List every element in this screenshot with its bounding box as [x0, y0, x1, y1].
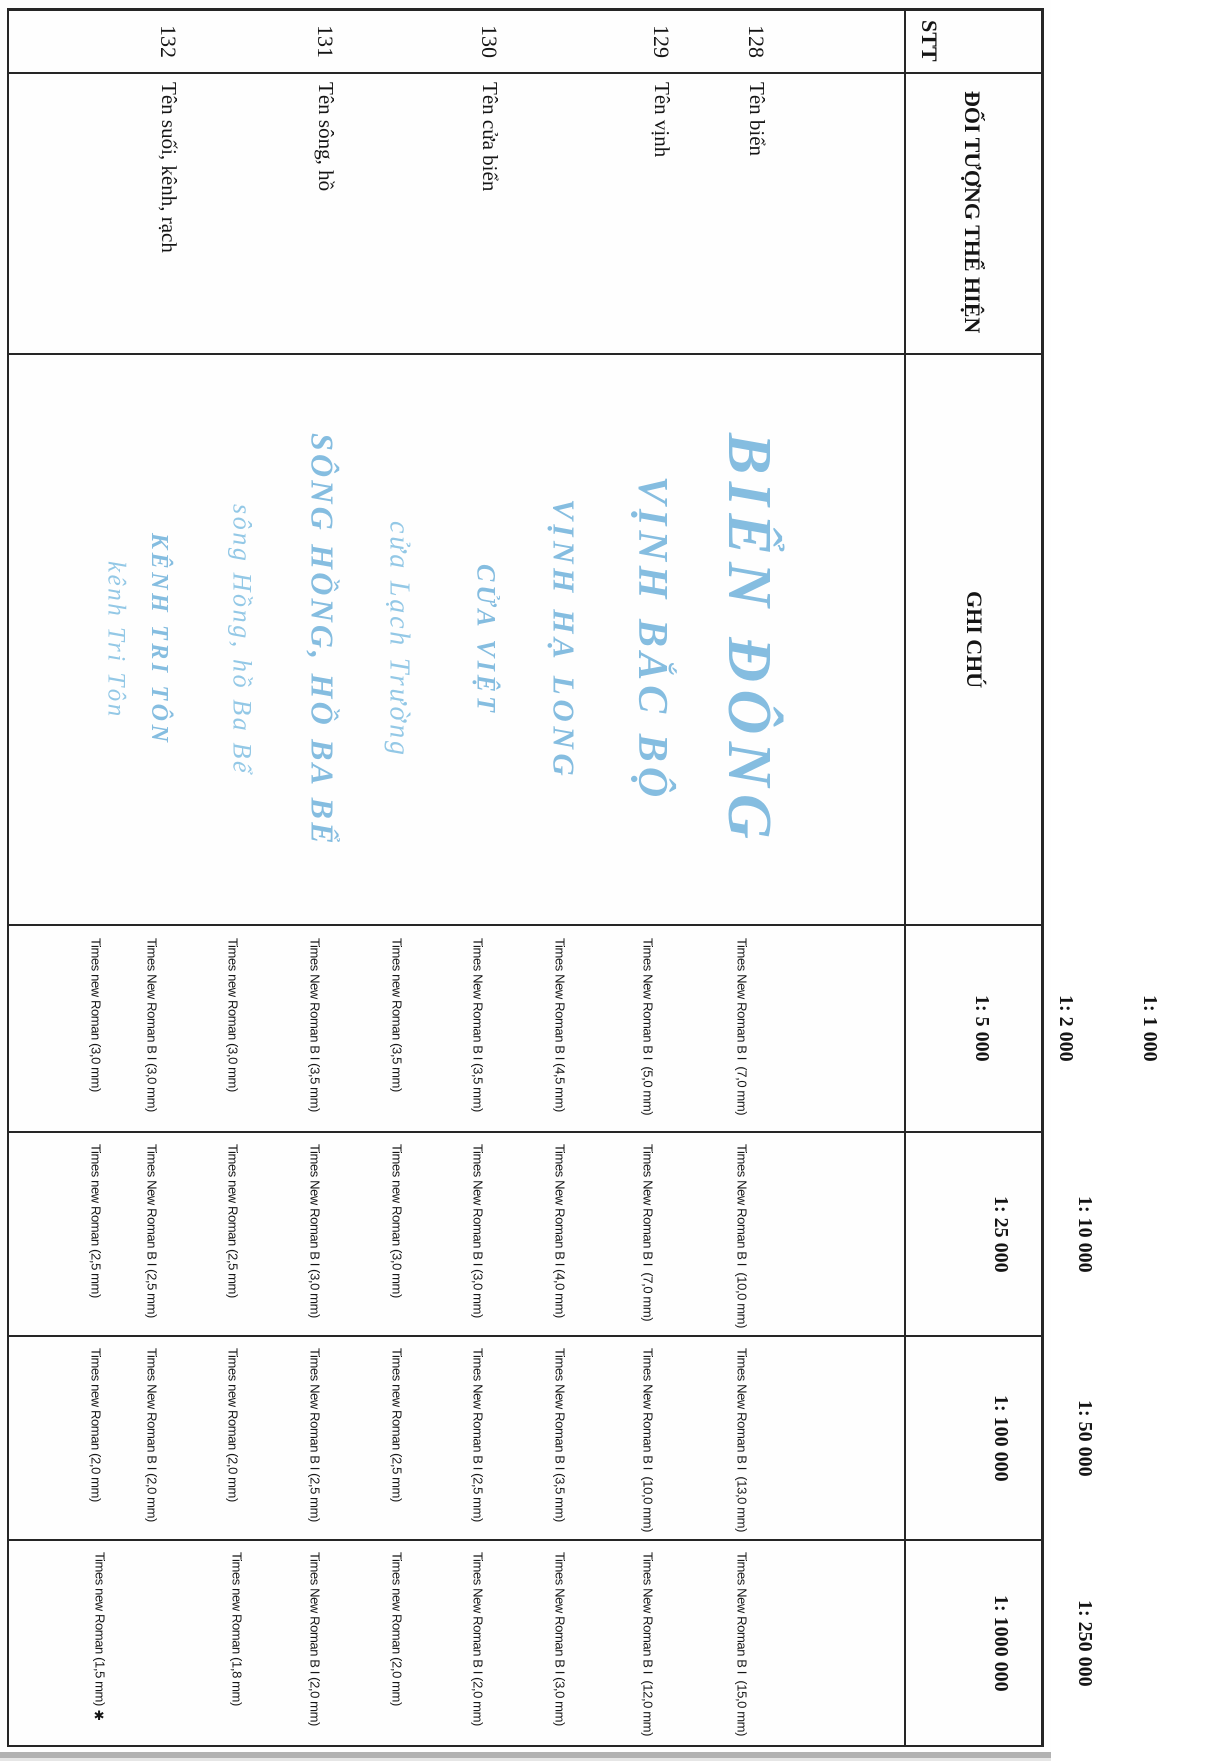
scale-1-line-2: 1: 2 000: [1055, 995, 1077, 1062]
spec-129b-scale3: Times New Roman B I (3,5 mm): [552, 1348, 568, 1522]
table-border-left: [7, 8, 9, 1747]
grid-line-scale3: [7, 1539, 1044, 1541]
col-header-stt: STT: [917, 20, 943, 62]
spec-129a-scale1: Times New Roman B I (5,0 mm): [640, 938, 656, 1116]
spec-131b-scale3: Times new Roman (2,0 mm): [225, 1348, 241, 1502]
grid-line-ghichu: [7, 924, 1044, 926]
scale-4-line-1: 1: 250 000: [1074, 1599, 1096, 1687]
spec-129b-scale1: Times New Roman B I (4,5 mm): [552, 938, 568, 1112]
scale-2-line-1: 1: 10 000: [1074, 1195, 1096, 1273]
scale-2-line-2: 1: 25 000: [990, 1195, 1012, 1273]
spec-131a-scale4: Times New Roman B I (2,0 mm): [307, 1552, 323, 1726]
spec-130a-scale1: Times New Roman B I (3,5 mm): [470, 938, 486, 1112]
spec-130b-scale2: Times new Roman (3,0 mm): [389, 1144, 405, 1298]
spec-130a-scale4: Times New Roman B I (2,0 mm): [470, 1552, 486, 1726]
example-song-hong-ho-ba-be: SÔNG HỒNG, HỒ BA BỂ: [304, 432, 341, 847]
col-header-scale-2: [936, 1133, 1150, 1335]
spec-132b-scale1: Times new Roman (3,0 mm): [88, 938, 104, 1092]
scale-1-line-1: 1: 1 000: [1139, 995, 1161, 1062]
spec-128-scale2: Times New Roman B I (10,0 mm): [734, 1144, 750, 1329]
example-bien-dong: BIỂN ĐÔNG: [715, 432, 784, 847]
row-128-number: 128: [744, 24, 770, 58]
col-header-scale-1: [917, 926, 1215, 1131]
row-132-label: Tên suối, kênh, rạch: [157, 82, 182, 253]
spec-132b-scale3: Times new Roman (2,0 mm): [88, 1348, 104, 1502]
example-cua-lach-truong: cửa Lạch Trường: [383, 521, 415, 758]
table-border-bottom: [7, 1745, 1044, 1747]
spec-132b-scale4: Times new Roman (1,5 mm) ✱: [92, 1552, 108, 1724]
row-130-number: 130: [477, 24, 503, 58]
row-132-number: 132: [156, 24, 182, 58]
example-song-hong-lc: sông Hồng, hồ Ba Bể: [227, 503, 257, 776]
spec-131a-scale3: Times New Roman B I (2,5 mm): [307, 1348, 323, 1522]
spec-129a-scale3: Times New Roman B I (10,0 mm): [640, 1348, 656, 1533]
row-129-number: 129: [649, 24, 675, 58]
col-header-scale-4: [936, 1541, 1150, 1745]
col-header-ghi-chu: GHI CHÚ: [962, 590, 988, 689]
scale-3-line-2: 1: 100 000: [990, 1394, 1012, 1482]
grid-line-scale2: [7, 1335, 1044, 1337]
spec-129b-scale2: Times New Roman B I (4,0 mm): [552, 1144, 568, 1318]
example-cua-viet: CỬA VIỆT: [471, 563, 501, 716]
example-kenh-tri-ton: KÊNH TRI TÔN: [146, 533, 173, 746]
example-vinh-ha-long: VỊNH HẠ LONG: [546, 498, 582, 781]
spec-131b-scale1: Times new Roman (3,0 mm): [225, 938, 241, 1092]
example-kenh-tri-ton-lc: kênh Tri Tôn: [102, 560, 130, 719]
spec-128-scale3: Times New Roman B I (13,0 mm): [734, 1348, 750, 1533]
scale-1-line-3: 1: 5 000: [971, 995, 993, 1062]
grid-line-doituong: [7, 353, 1044, 355]
scale-3-line-1: 1: 50 000: [1074, 1399, 1096, 1477]
spec-132a-scale2: Times New Roman B I (2,5 mm): [144, 1144, 160, 1318]
spec-129a-scale2: Times New Roman B I (7,0 mm): [640, 1144, 656, 1322]
spec-131a-scale1: Times New Roman B I (3,5 mm): [307, 938, 323, 1112]
spec-131b-scale4: Times new Roman (1,8 mm): [229, 1552, 245, 1706]
row-128-label: Tên biển: [745, 82, 770, 157]
spec-131b-scale2: Times new Roman (2,5 mm): [225, 1144, 241, 1298]
spec-130b-scale1: Times new Roman (3,5 mm): [389, 938, 405, 1092]
example-vinh-bac-bo: VỊNH BẮC BỘ: [629, 476, 676, 803]
spec-132b-scale2: Times new Roman (2,5 mm): [88, 1144, 104, 1298]
spec-128-scale4: Times New Roman B I (15,0 mm): [734, 1552, 750, 1737]
grid-line-stt: [7, 72, 1044, 74]
spec-132a-scale3: Times New Roman B I (2,0 mm): [144, 1348, 160, 1522]
spec-130b-scale3: Times new Roman (2,5 mm): [389, 1348, 405, 1502]
spec-129a-scale4: Times New Roman B I (12,0 mm): [640, 1552, 656, 1737]
col-header-doi-tuong: ĐỐI TƯỢNG THỂ HIỆN: [960, 91, 986, 334]
spec-132a-scale1: Times New Roman B I (3,0 mm): [144, 938, 160, 1112]
grid-line-scale1: [7, 1131, 1044, 1133]
spec-130b-scale4: Times new Roman (2,0 mm): [389, 1552, 405, 1706]
row-131-number: 131: [313, 24, 339, 58]
header-row-separator: [904, 8, 906, 1747]
spec-130a-scale3: Times New Roman B I (2,5 mm): [470, 1348, 486, 1522]
col-header-scale-3: [936, 1337, 1150, 1539]
row-129-label: Tên vịnh: [650, 82, 675, 158]
spec-131a-scale2: Times New Roman B I (3,0 mm): [307, 1144, 323, 1318]
row-131-label: Tên sông, hồ: [314, 82, 339, 192]
row-130-label: Tên cửa biển: [478, 82, 503, 192]
scale-4-line-2: 1: 1000 000: [990, 1594, 1012, 1692]
spec-129b-scale4: Times New Roman B I (3,0 mm): [552, 1552, 568, 1726]
spec-130a-scale2: Times New Roman B I (3,0 mm): [470, 1144, 486, 1318]
spec-128-scale1: Times New Roman B I (7,0 mm): [734, 938, 750, 1116]
